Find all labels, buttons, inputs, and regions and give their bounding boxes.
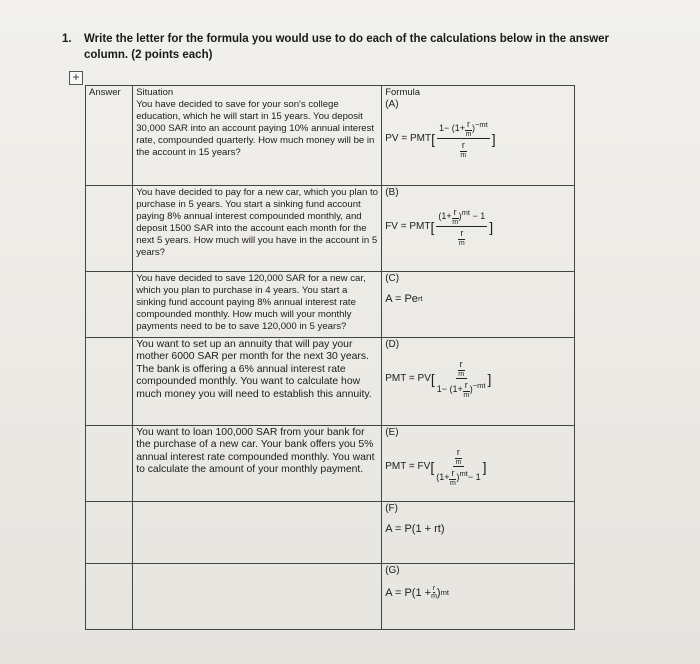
formula-expression (385, 207, 571, 247)
answer-cell[interactable] (86, 564, 133, 630)
m-symbol: m (431, 593, 437, 600)
situation-text: You have decided to save for your son's college education, which he will start in 15 years. You deposit 30,000 SAR into an account paying 10% annual interest rate, compounded quarterly. How much money will be in the account in 15 years? (136, 99, 375, 159)
formula-cell (382, 338, 575, 426)
formula-expression (385, 119, 571, 159)
exponent: mt (459, 469, 468, 478)
answer-table (85, 85, 575, 630)
formula-letter: (D) (385, 339, 400, 350)
r-symbol: r (461, 140, 465, 151)
r-symbol: r (456, 447, 460, 457)
table-row (86, 502, 575, 564)
situation-text: You have decided to pay for a new car, which you plan to purchase in 5 years. You start a sinking fund account paying 8% annual interest compounded monthly, and deposit 1500 SAR into the account each month for the next 5 years. How much will you have in the account in 5 years? (136, 187, 378, 259)
m-symbol: m (450, 480, 456, 488)
fraction (437, 359, 486, 399)
formula-text: A = P(1 + (385, 586, 432, 599)
m-symbol: m (455, 459, 462, 466)
formula-letter: (C) (385, 273, 400, 284)
formula-exponent: mt (440, 587, 449, 597)
formula-text: A = Pe (385, 293, 418, 305)
answer-cell[interactable] (86, 186, 133, 272)
fraction (437, 119, 490, 159)
formula-cell (382, 272, 575, 338)
r-symbol: r (453, 207, 457, 218)
situation-cell (133, 426, 382, 502)
bracket: ] (491, 131, 496, 148)
situation-text: You want to loan 100,000 SAR from your bank for the purchase of a new car. Your bank offers you 5% annual interest rate compounded monthly. You want to calculate the amount of your monthly payment. (136, 427, 375, 476)
answer-header: Answer (89, 87, 121, 98)
r-symbol: r (464, 380, 468, 391)
bracket: [ (430, 219, 435, 236)
formula-expression (385, 293, 571, 305)
formula-letter: (E) (385, 427, 399, 438)
numerator-text: (1+ (438, 211, 452, 221)
formula-cell (382, 86, 575, 186)
situation-text: You have decided to save 120,000 SAR for a new car, which you plan to purchase in 4 years. You start a sinking fund account paying 8% annual interest rate compounded monthly. How much will your monthly payments need to be to save 120,000 in 5 years? (136, 273, 366, 333)
m-symbol: m (458, 240, 465, 248)
fraction (436, 447, 480, 487)
answer-cell[interactable] (86, 272, 133, 338)
m-symbol: m (463, 392, 470, 400)
table-row (86, 86, 575, 186)
r-symbol: r (460, 228, 464, 239)
exponent: −mt (472, 381, 486, 390)
paren: ) (458, 211, 462, 221)
table-move-handle-icon[interactable]: + (69, 71, 83, 85)
fraction (436, 207, 487, 247)
bracket: [ (430, 459, 435, 476)
bracket: ] (482, 459, 487, 476)
r-symbol: r (466, 119, 470, 130)
situation-cell (133, 86, 382, 186)
answer-cell[interactable] (86, 426, 133, 502)
paren: ) (469, 384, 473, 394)
table-row (86, 272, 575, 338)
formula-text: PMT = FV (385, 461, 431, 473)
question-number: 1. (62, 33, 72, 45)
denominator-text: 1− (1+ (436, 384, 463, 394)
r-symbol: r (459, 359, 463, 369)
table-row (86, 186, 575, 272)
formula-expression (385, 359, 571, 399)
bracket: [ (430, 371, 435, 388)
formula-cell (382, 426, 575, 502)
situation-cell (133, 338, 382, 426)
formula-text: PMT = PV (385, 373, 431, 385)
table-row (86, 426, 575, 502)
numerator-text: 1− (1+ (438, 123, 465, 133)
exponent: mt (461, 208, 470, 217)
situation-cell (133, 502, 382, 564)
situation-cell (133, 564, 382, 630)
formula-cell (382, 564, 575, 630)
situation-cell (133, 186, 382, 272)
question-prompt (62, 31, 662, 63)
r-symbol: r (451, 468, 455, 479)
answer-cell[interactable] (86, 86, 133, 186)
situation-text: You want to set up an annuity that will pay your mother 6000 SAR per month for the next 30 years. The bank is offering a 6% annual interest rate compounded monthly. You want to calculate how much money you will need to establish this annuity. (136, 339, 372, 400)
m-symbol: m (452, 219, 459, 227)
m-symbol: m (458, 371, 465, 378)
formula-expression (385, 447, 571, 487)
formula-letter: (F) (385, 503, 398, 514)
question-text-line2: column. (2 points each) (84, 49, 213, 61)
paren: ) (436, 586, 441, 599)
formula-text: A = P(1 + rt) (385, 523, 445, 535)
formula-cell (382, 502, 575, 564)
question-text-line1: Write the letter for the formula you would use to do each of the calculations below in the answer (84, 33, 610, 45)
formula-text: PV = PMT (385, 133, 432, 145)
formula-text: FV = PMT (385, 221, 431, 233)
paren: ) (456, 472, 460, 482)
formula-letter: (B) (385, 187, 399, 198)
formula-letter: (A) (385, 99, 399, 110)
situation-cell (133, 272, 382, 338)
table-row (86, 564, 575, 630)
m-symbol: m (460, 152, 467, 160)
formula-letter: (G) (385, 565, 400, 576)
r-symbol: r (432, 585, 436, 592)
answer-cell[interactable] (86, 338, 133, 426)
situation-header: Situation (136, 87, 174, 98)
bracket: [ (431, 131, 435, 148)
minus-one: − 1 (467, 472, 481, 482)
minus-one: − 1 (472, 211, 486, 221)
bracket: ] (489, 219, 494, 236)
m-symbol: m (465, 131, 472, 139)
formula-expression (385, 523, 571, 535)
bracket: ] (487, 371, 492, 388)
formula-expression (385, 585, 571, 600)
formula-cell (382, 186, 575, 272)
answer-cell[interactable] (86, 502, 133, 564)
table-row (86, 338, 575, 426)
exponent: −mt (474, 120, 488, 129)
formula-header: Formula (385, 87, 421, 98)
paren: ) (471, 123, 475, 133)
denominator-text: (1+ (436, 472, 450, 482)
formula-exponent: rt (417, 294, 423, 303)
